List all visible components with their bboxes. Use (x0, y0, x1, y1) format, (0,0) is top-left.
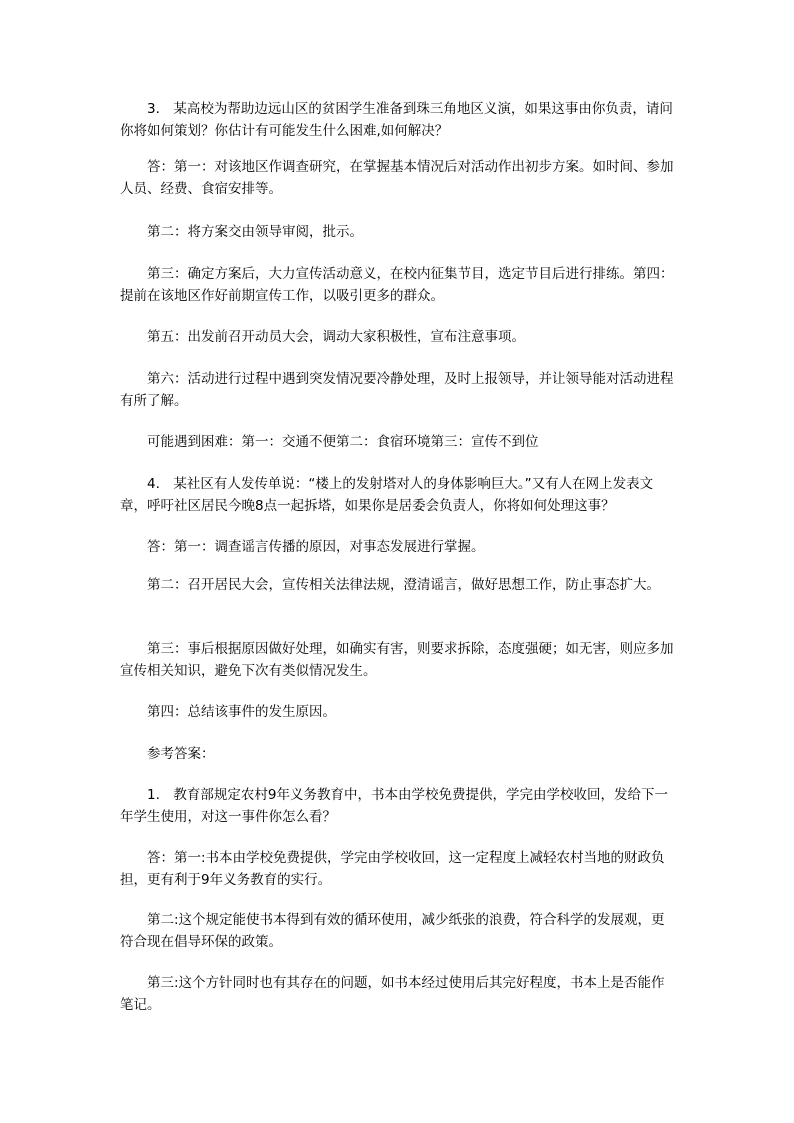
paragraph-answer-3-step-3-4: 第三：确定方案后，大力宣传活动意义，在校内征集节目，选定节目后进行排练。第四：提前在该地区作好前期宣传工作，以吸引更多的群众。 (120, 266, 674, 304)
paragraph-answer-1-step-2: 第二:这个规定能使书本得到有效的循环使用，减少纸张的浪费，符合科学的发展观，更符合现在倡导环保的政策。 (120, 912, 665, 950)
paragraph-answer-1-step-1: 答：第一:书本由学校免费提供，学完由学校收回，这一定程度上减轻农村当地的财政负担，更有利于9年义务教育的实行。 (120, 850, 665, 888)
paragraph-question-3: 3. 某高校为帮助边远山区的贫困学生准备到珠三角地区义演，如果这事由你负责，请问你将如何策划？你估计有可能发生什么困难,如何解决？ (120, 101, 673, 139)
paragraph-question-4: 4. 某社区有人发传单说：“楼上的发射塔对人的身体影响巨大。”又有人在网上发表文章，呼吁社区居民今晚8点一起拆塔，如果你是居委会负责人，你将如何处理这事？ (120, 476, 654, 514)
paragraph-answer-3-step-2: 第二：将方案交由领导审阅，批示。 (147, 224, 363, 240)
paragraph-answer-4-step-4: 第四：总结该事件的发生原因。 (147, 704, 336, 720)
paragraph-answer-3-step-5: 第五：出发前召开动员大会，调动大家积极性，宣布注意事项。 (147, 329, 525, 345)
paragraph-answer-1-step-3: 第三:这个方针同时也有其存在的问题，如书本经过使用后其完好程度，书本上是否能作笔记。 (120, 975, 665, 1013)
paragraph-question-1: 1. 教育部规定农村9年义务教育中，书本由学校免费提供，学完由学校收回，发给下一年学生使用，对这一事件你怎么看？ (120, 787, 668, 825)
paragraph-answer-4-step-1: 答：第一：调查谣言传播的原因，对事态发展进行掌握。 (147, 539, 485, 555)
paragraph-answer-3-step-6: 第六：活动进行过程中遇到突发情况要冷静处理，及时上报领导，并让领导能对活动进程有所了解。 (120, 371, 674, 409)
paragraph-answer-3-step-1: 答：第一：对该地区作调查研究，在掌握基本情况后对活动作出初步方案。如时间、参加人员、经费、食宿安排等。 (120, 159, 674, 197)
paragraph-reference-answers-heading: 参考答案： (147, 746, 215, 762)
paragraph-possible-difficulties: 可能遇到困难：第一：交通不便第二：食宿环境第三：宣传不到位 (147, 434, 539, 450)
paragraph-answer-4-step-3: 第三：事后根据原因做好处理，如确实有害，则要求拆除，态度强硬；如无害，则应多加宣传相关知识，避免下次有类似情况发生。 (120, 641, 674, 679)
paragraph-answer-4-step-2: 第二：召开居民大会，宣传相关法律法规，澄清谣言，做好思想工作，防止事态扩大。 (147, 577, 660, 593)
